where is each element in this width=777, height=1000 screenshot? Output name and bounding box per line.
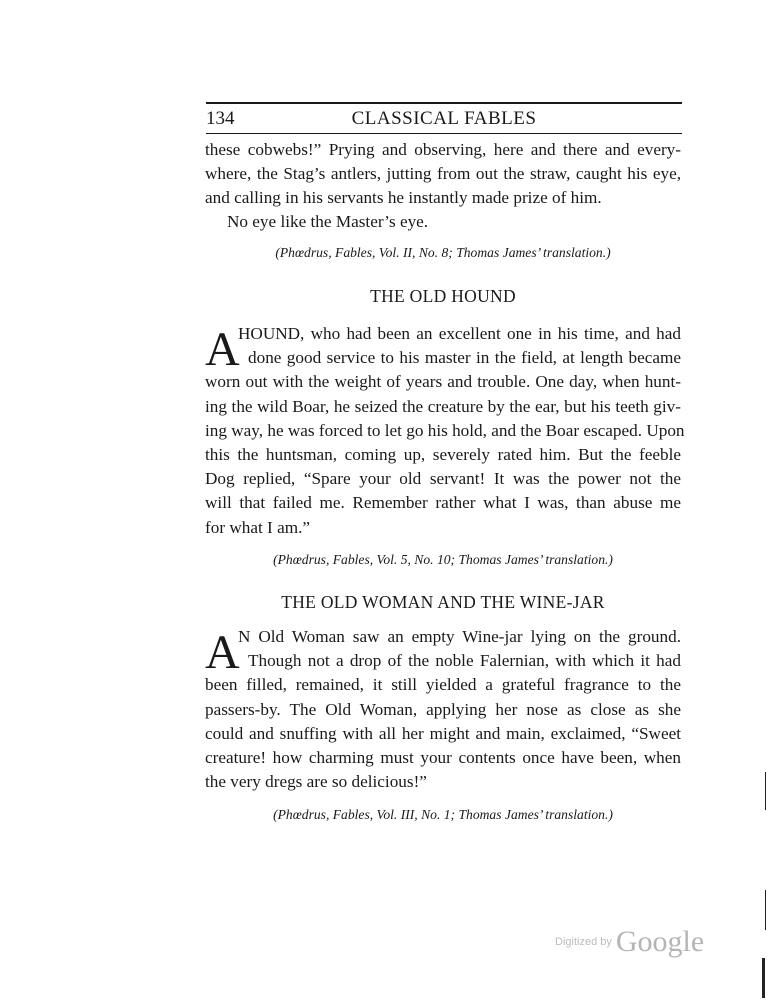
drop-cap: A: [205, 626, 240, 679]
moral-paragraph: [205, 210, 681, 234]
text-line: HOUND, who had been an excellent one in his time, and had: [238, 324, 681, 343]
running-title: CLASSICAL FABLES: [351, 108, 537, 129]
drop-cap: A: [205, 323, 240, 376]
google-logo: Google: [615, 925, 705, 958]
digitized-watermark: [555, 925, 704, 959]
text-line: ing the wild Boar, he seized the creature by the ear, but his teeth giv-: [205, 396, 681, 416]
text-line: creature! how charming must your contents once have been, when: [205, 748, 681, 768]
text-line: ing way, he was forced to let go his hold, and the Boar escaped. Upon: [205, 420, 685, 440]
text-line: passers-by. The Old Woman, applying her nose as close as she: [205, 699, 681, 719]
header-bottom-rule: [206, 133, 682, 134]
page-number: 134: [206, 108, 235, 129]
header-top-rule: [206, 102, 682, 104]
text-line: and calling in his servants he instantly made prize of him.: [205, 188, 602, 208]
text-line: worn out with the weight of years and trouble. One day, when hunt-: [205, 372, 681, 392]
fable-title: THE OLD HOUND: [370, 286, 516, 306]
scan-edge-mark: [765, 890, 766, 930]
text-line: Dog replied, “Spare your old servant! It was the power not the: [205, 469, 681, 489]
scan-edge-mark: [762, 958, 765, 998]
fable-citation: (Phœdrus, Fables, Vol. 5, No. 10; Thomas James’ translation.): [273, 552, 613, 567]
intro-citation: (Phœdrus, Fables, Vol. II, No. 8; Thomas James’ translation.): [275, 245, 611, 260]
fable-paragraph: [205, 322, 685, 540]
text-line: could and snuffing with all her might and main, exclaimed, “Sweet: [205, 723, 681, 743]
text-line: where, the Stag’s antlers, jutting from out the straw, caught his eye,: [205, 164, 681, 184]
fable-citation: (Phœdrus, Fables, Vol. III, No. 1; Thomas James’ translation.): [273, 807, 613, 822]
text-line: this the huntsman, coming up, severely rated him. But the feeble: [205, 445, 681, 465]
watermark-prefix: Digitized by: [555, 936, 612, 948]
text-line: Though not a drop of the noble Falernian, with which it had: [248, 651, 681, 671]
text-line: will that failed me. Remember rather what I was, than abuse me: [205, 493, 681, 513]
text-line: N Old Woman saw an empty Wine-jar lying on the ground.: [238, 627, 681, 646]
text-line: done good service to his master in the field, at length became: [248, 348, 681, 368]
scan-edge-mark: [765, 772, 766, 810]
fable-paragraph: [205, 625, 681, 794]
text-line: the very dregs are so delicious!”: [205, 772, 427, 792]
page-header: [206, 108, 682, 132]
text-line: been filled, remained, it still yielded a grateful fragrance to the: [205, 675, 681, 695]
intro-paragraph: [205, 138, 681, 211]
text-line: for what I am.”: [205, 517, 310, 537]
fable-title: THE OLD WOMAN AND THE WINE-JAR: [281, 592, 605, 612]
moral-line: No eye like the Master’s eye.: [227, 212, 429, 231]
text-line: these cobwebs!” Prying and observing, here and there and every-: [205, 140, 681, 159]
